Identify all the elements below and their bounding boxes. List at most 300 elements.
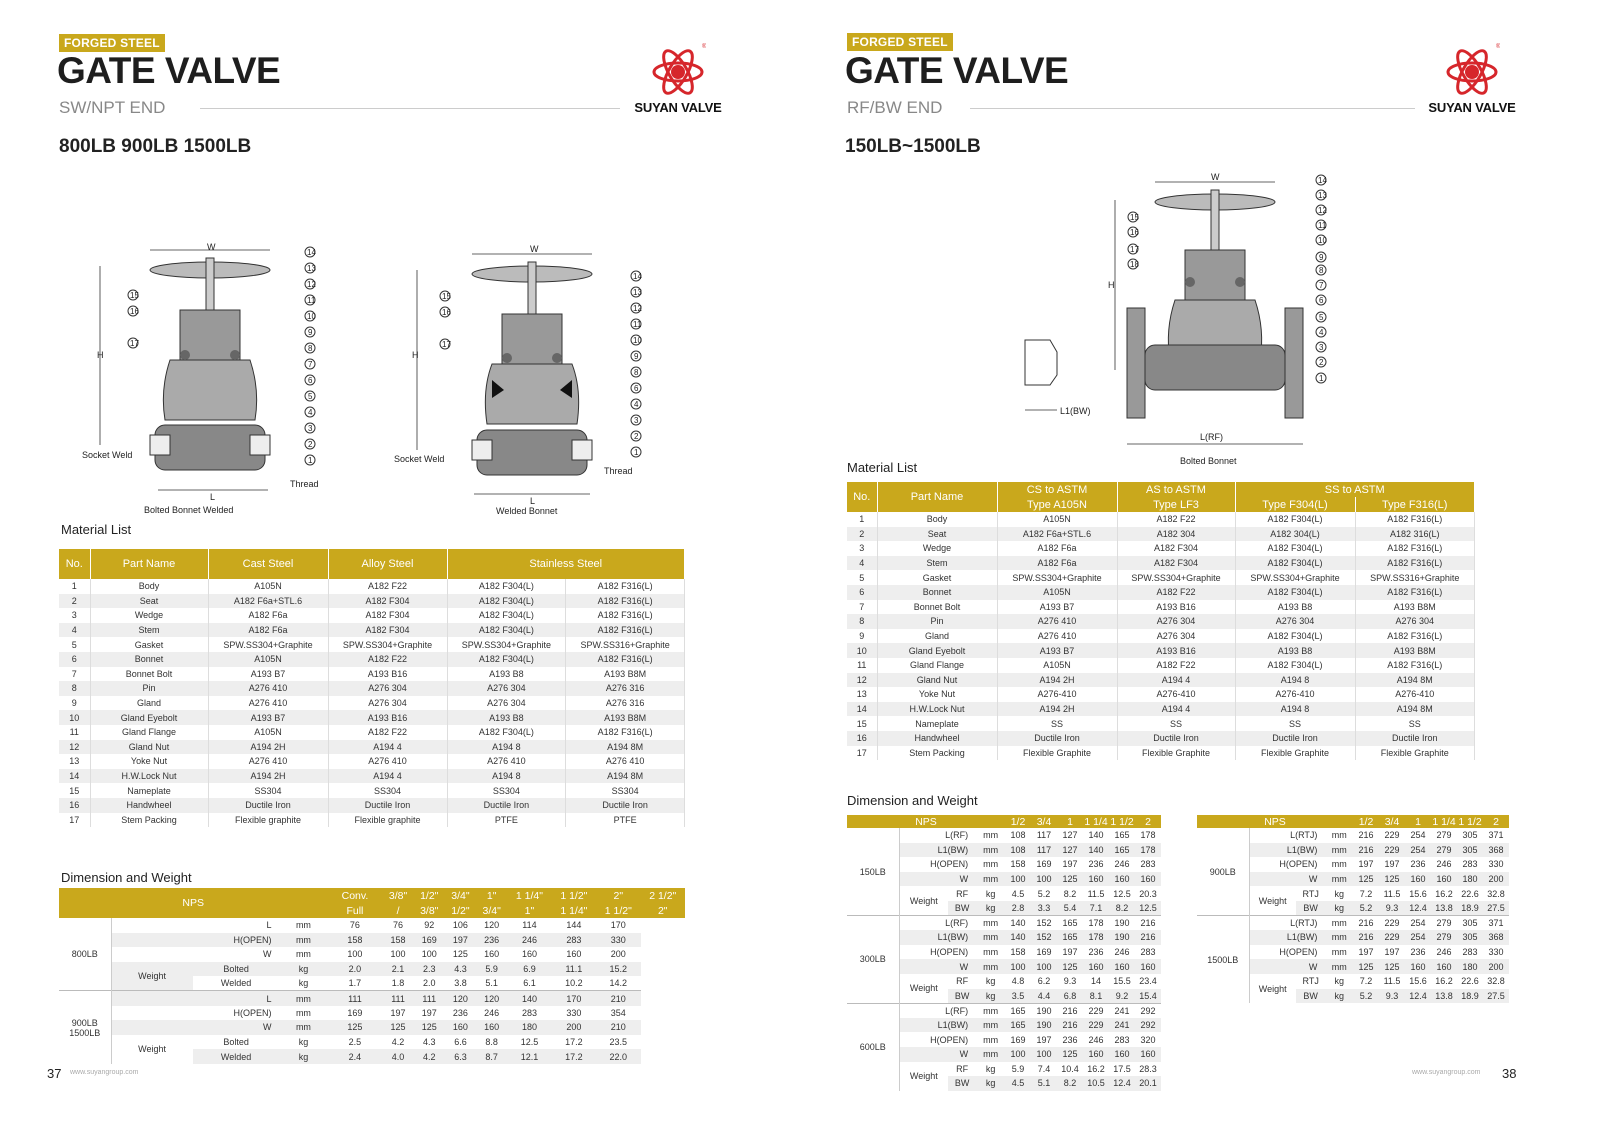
svg-text:4: 4 [634,400,639,409]
table-row [59,933,685,948]
svg-text:2: 2 [308,440,313,449]
table-cell: 216 [1135,916,1161,931]
category-tag: FORGED STEEL [847,33,953,51]
table-cell: kg [985,1063,996,1074]
table-cell: 158 [1010,859,1026,870]
table-cell: 216 [1057,1018,1083,1033]
conv-header: Conv. [327,888,382,903]
table-cell: A182 F22 [328,579,447,594]
table-cell: A182 F316(L) [1355,585,1475,600]
table-cell: PTFE [566,813,685,828]
table-cell: 158 [327,933,382,948]
valve-drawing-icon [1015,170,1345,470]
table-cell: 160 [1431,872,1457,887]
valve-drawing-welded-bonnet [392,240,652,520]
table-cell: 17 [847,746,877,761]
table-cell: A276 410 [997,614,1117,629]
table-cell: A276 410 [566,754,685,769]
table-cell: Ductile Iron [566,798,685,813]
table-cell: 283 [552,933,596,948]
table-cell: kg [279,962,327,977]
table-header-cell: 1 1/4 [1084,815,1108,828]
table-cell: Ductile Iron [1117,731,1235,746]
table-cell: 5.2 [1353,989,1379,1004]
table-cell: 354 [610,1007,626,1018]
table-cell: A193 B8M [566,667,685,682]
table-cell: 236 [1088,859,1104,870]
table-cell: 8.2 [1109,901,1135,916]
table-row [59,1035,685,1050]
table-cell: 120 [484,920,500,931]
table-cell: 229 [1379,916,1405,931]
table-row [847,916,1161,931]
nps-header: NPS [59,888,327,918]
table-cell: A193 B16 [328,710,447,725]
table-cell: 16.2 [1435,888,1453,899]
table-cell: 800LB [59,918,111,991]
table-cell: A182 F304(L) [447,608,566,623]
table-cell: L(RF) [899,916,976,931]
col-stainless-steel: Stainless Steel [447,549,685,579]
table-cell: 229 [1379,930,1405,945]
material-list-title: Material List [847,460,918,475]
table-cell: 254 [1405,930,1431,945]
table-cell: RF [956,1063,969,1074]
table-cell: 11.1 [552,962,596,977]
material-list-title: Material List [61,522,132,537]
table-cell: A194 8 [1235,673,1355,688]
table-cell: 8.2 [1057,1076,1083,1091]
table-cell: mm [1331,947,1347,958]
table-cell: 160 [566,949,582,960]
svg-text:13: 13 [633,288,642,297]
category-tag: FORGED STEEL [59,34,165,52]
table-cell: 5 [59,637,90,652]
table-cell: 216 [1353,843,1379,858]
table-cell: L(RF) [945,830,969,841]
table-cell: A194 8M [1355,702,1475,717]
table-cell: 7 [847,600,877,615]
atom-logo-icon [1444,42,1500,98]
table-cell: 165 [1005,1003,1031,1018]
table-cell: 160 [1109,1047,1135,1062]
table-row [847,687,1475,702]
table-cell: A182 F304(L) [1235,541,1355,556]
table-cell: 197 [1384,859,1400,870]
table-header-cell: 1 1/4" [507,888,551,903]
table-cell: A276-410 [1355,687,1475,702]
dimension-title: Dimension and Weight [61,870,192,885]
table-cell: 4 [59,623,90,638]
table-cell: 158 [1010,947,1026,958]
table-cell: A182 F304(L) [1235,658,1355,673]
table-cell: 190 [1109,930,1135,945]
length-bw-label: L1(BW) [1060,406,1091,416]
table-cell: 28.3 [1139,1063,1157,1074]
svg-text:10: 10 [1318,236,1327,245]
table-cell: W [262,949,272,960]
table-cell: 125 [1057,1047,1083,1062]
table-header-cell: / [382,903,413,918]
table-cell: A194 2H [997,702,1117,717]
table-cell: 9 [847,629,877,644]
table-cell: mm [279,991,327,1006]
table-cell: kg [298,978,309,989]
table-cell: 3 [59,608,90,623]
table-cell: Stem [877,556,997,571]
svg-text:2: 2 [634,432,639,441]
table-cell: SPW.SS304+Graphite [328,637,447,652]
svg-text:9: 9 [634,352,639,361]
table-cell: Flexible Graphite [1235,746,1355,761]
table-cell: 216 [1135,930,1161,945]
table-cell: A182 F304(L) [447,594,566,609]
svg-text:15: 15 [1130,213,1139,222]
table-cell: A194 4 [328,740,447,755]
col-cs-type: Type A105N [997,497,1117,512]
table-cell: 169 [1010,1034,1026,1045]
table-cell: 100 [1031,872,1057,887]
table-cell: 106 [452,920,468,931]
table-cell: 1.8 [391,978,405,989]
table-cell: A276 304 [328,681,447,696]
table-cell: Gland Eyebolt [877,643,997,658]
table-cell: 200 [1483,872,1509,887]
table-row [847,556,1475,571]
table-cell: mm [983,947,999,958]
table-cell: 27.5 [1483,901,1509,916]
table-cell: A276 304 [447,696,566,711]
table-cell: A193 B8 [1235,643,1355,658]
svg-text:8: 8 [308,344,313,353]
table-cell: Weight [1258,895,1287,906]
table-cell: A194 4 [1117,702,1235,717]
col-ss: SS to ASTM [1235,482,1475,497]
col-ss-type-1: Type F304(L) [1235,497,1355,512]
table-cell: 190 [1109,916,1135,931]
table-cell: BW [948,901,976,916]
table-cell: Welded [193,1049,280,1064]
svg-text:14: 14 [1318,176,1327,185]
svg-text:2: 2 [1319,358,1324,367]
table-header-cell: 3/4 [1379,815,1405,828]
table-cell: L(RTJ) [1249,916,1325,931]
table-cell: 216 [1358,830,1374,841]
table-cell: A182 F316(L) [1355,556,1475,571]
col-cast-steel: Cast Steel [208,549,328,579]
table-cell: Ductile Iron [1355,731,1475,746]
table-cell: 127 [1057,843,1083,858]
table-cell: 17.2 [552,1049,596,1064]
table-cell: 9 [59,696,90,711]
table-cell: Stem Packing [877,746,997,761]
svg-text:17: 17 [442,340,451,349]
table-cell: 330 [1488,947,1504,958]
table-cell: A182 F304 [1117,556,1235,571]
table-cell: 197 [445,933,476,948]
svg-text:12: 12 [1318,206,1327,215]
table-cell: L1(BW) [1249,843,1325,858]
table-cell: 11 [847,658,877,673]
table-cell: 100 [421,949,437,960]
table-cell: Weight [111,962,193,991]
table-cell: Body [877,512,997,527]
table-cell: 165 [1109,843,1135,858]
table-cell: 17 [59,813,90,828]
table-row [59,696,685,711]
table-cell: 12 [847,673,877,688]
table-cell: Bonnet Bolt [90,667,208,682]
table-cell: A193 B16 [328,667,447,682]
table-cell: 160 [476,1020,507,1035]
website: www.suyangroup.com [1412,1069,1481,1076]
col-no: No. [847,482,877,512]
table-cell: A182 F22 [1117,585,1235,600]
table-cell: BW [1296,901,1326,916]
table-cell: 27.5 [1483,989,1509,1004]
table-cell: W [899,959,976,974]
table-header-cell: 2 1/2" [641,888,685,903]
table-cell: A194 2H [997,673,1117,688]
table-cell: 4.3 [445,962,476,977]
table-cell: 5.9 [476,962,507,977]
table-row [59,769,685,784]
table-cell: 279 [1436,830,1452,841]
table-cell: Gasket [90,637,208,652]
table-cell: 5.2 [1353,901,1379,916]
table-cell: 10 [847,643,877,658]
table-cell: mm [1325,843,1353,858]
material-table [847,482,1475,760]
table-cell: L1(BW) [899,843,976,858]
table-cell: A182 F316(L) [566,652,685,667]
table-cell: A276-410 [1235,687,1355,702]
table-cell: 10 [59,710,90,725]
table-cell: 197 [1384,947,1400,958]
table-cell: H(OPEN) [1279,859,1318,870]
table-cell: 178 [1083,916,1109,931]
table-cell: 246 [1436,947,1452,958]
table-cell: 283 [1140,947,1156,958]
table-cell: Bonnet Bolt [877,600,997,615]
svg-text:3: 3 [308,424,313,433]
table-cell: Gland Flange [877,658,997,673]
table-cell: A194 2H [208,769,328,784]
table-header-cell: NPS [847,815,1005,828]
table-cell: L(RTJ) [1290,830,1318,841]
table-cell: A194 4 [328,769,447,784]
table-cell: 6.2 [1037,976,1051,987]
table-cell: 11.5 [1087,888,1105,899]
table-cell: 6 [847,585,877,600]
table-cell: 305 [1457,916,1483,931]
table-cell: A276-410 [997,687,1117,702]
table-cell: 9.3 [1379,989,1405,1004]
svg-text:16: 16 [1130,228,1139,237]
table-row [847,614,1475,629]
thread-label: Thread [604,466,633,476]
table-cell: 292 [1135,1003,1161,1018]
table-cell: 6.1 [523,978,536,989]
table-cell: mm [976,1018,1005,1033]
table-cell: A182 F316(L) [566,594,685,609]
table-cell: 900LB 1500LB [59,991,111,1064]
table-header-cell: 1/2" [414,888,445,903]
table-cell: SS [1355,716,1475,731]
col-as-type: Type LF3 [1117,497,1235,512]
table-cell: 292 [1135,1018,1161,1033]
table-cell: 229 [1384,830,1400,841]
table-cell: A193 B8M [1355,600,1475,615]
table-cell: 4.8 [1011,976,1025,987]
table-cell: 152 [1031,916,1057,931]
table-cell: 12.5 [1113,888,1131,899]
valve-drawing-bolted-bonnet [1015,170,1345,470]
table-cell: Wedge [90,608,208,623]
table-cell: 4.5 [1005,1076,1031,1091]
col-ss-type-2: Type F316(L) [1355,497,1475,512]
svg-text:®: ® [1496,44,1500,50]
table-cell: A105N [208,579,328,594]
svg-text:10: 10 [633,336,642,345]
table-header-cell: 1" [476,888,507,903]
table-cell: 15.2 [596,962,640,977]
table-cell: 15 [847,716,877,731]
table-cell: L [266,920,272,931]
table-cell: 140 [1005,916,1031,931]
table-cell: 283 [1462,859,1478,870]
svg-text:1: 1 [308,456,313,465]
width-label: W [530,244,539,254]
table-cell: A182 F6a [997,541,1117,556]
table-cell: 216 [1353,930,1379,945]
table-cell: Flexible graphite [328,813,447,828]
table-cell: 254 [1405,916,1431,931]
table-cell: 236 [1410,859,1426,870]
table-cell: 18.9 [1457,901,1483,916]
table-cell: Ductile Iron [328,798,447,813]
thread-label: Thread [290,479,319,489]
table-cell: 4.3 [422,1037,436,1048]
table-cell: Wedge [877,541,997,556]
table-cell: 15.6 [1409,976,1427,987]
table-cell: Gland [877,629,997,644]
table-cell: A182 F22 [1117,512,1235,527]
table-cell: BW [1296,989,1326,1004]
length-label: L [530,496,536,506]
table-cell: 125 [1379,959,1405,974]
col-as: AS to ASTM [1117,482,1235,497]
table-cell: 197 [1062,859,1078,870]
table-cell: 371 [1483,916,1509,931]
table-cell: 10.2 [565,978,583,989]
pressure-class: 150LB~1500LB [845,136,981,157]
table-cell: 6.6 [454,1037,467,1048]
table-header-cell: 1 1/4 [1432,815,1456,828]
table-cell: 305 [1462,830,1478,841]
table-cell: Pin [877,614,997,629]
table-cell: 160 [1109,959,1135,974]
table-cell: 2.4 [327,1049,382,1064]
table-cell: W [899,872,976,887]
table-cell: Gland Flange [90,725,208,740]
col-alloy-steel: Alloy Steel [328,549,447,579]
table-cell: mm [1325,959,1353,974]
table-row [59,667,685,682]
table-cell: A105N [997,658,1117,673]
table-cell: 144 [566,920,582,931]
table-cell: 283 [1114,1034,1130,1045]
valve-drawing-icon [392,240,652,520]
table-cell: RF [956,976,969,987]
table-header-cell: 1" [507,903,551,918]
table-cell: 11.5 [1383,888,1401,899]
svg-text:1: 1 [634,448,639,457]
height-label: H [412,350,419,360]
table-cell: H(OPEN) [930,947,969,958]
table-header-cell: 3/4" [445,888,476,903]
svg-text:16: 16 [442,308,451,317]
table-cell: Handwheel [90,798,208,813]
table-cell: A276 410 [997,629,1117,644]
table-cell: Weight [909,983,938,994]
table-header-cell: 2 [1135,815,1161,828]
svg-text:4: 4 [308,408,313,417]
svg-text:6: 6 [308,376,313,385]
table-cell: Seat [877,527,997,542]
table-cell: 140 [1083,843,1109,858]
page-subtitle: SW/NPT END [59,98,166,117]
table-cell: 178 [1083,930,1109,945]
table-cell: A193 B16 [1117,600,1235,615]
table-cell: 6.9 [507,962,551,977]
table-cell: 111 [382,991,413,1006]
svg-text:8: 8 [634,368,639,377]
table-cell: 1500LB [1197,916,1249,1004]
table-cell: 18.9 [1457,989,1483,1004]
brand-logo [628,42,728,122]
table-cell: 32.8 [1487,888,1505,899]
svg-text:15: 15 [442,292,451,301]
table-cell: 283 [1462,947,1478,958]
table-cell: 120 [445,991,476,1006]
table-row [847,673,1475,688]
table-row [59,608,685,623]
table-cell: W [1249,872,1325,887]
socket-weld-label: Socket Weld [394,454,445,464]
table-cell: 12.5 [1135,901,1161,916]
table-cell: 283 [1140,859,1156,870]
table-cell: Flexible Graphite [1117,746,1235,761]
table-row [59,918,685,933]
svg-text:17: 17 [130,339,139,348]
table-cell: 305 [1457,930,1483,945]
table-cell: 76 [349,920,360,931]
table-cell: 140 [507,991,551,1006]
table-cell: 170 [552,991,596,1006]
table-cell: 100 [1031,959,1057,974]
svg-text:11: 11 [307,296,316,305]
table-cell: 7.1 [1083,901,1109,916]
table-cell: 197 [1036,1034,1052,1045]
table-cell: 4.2 [391,1037,405,1048]
table-cell: 246 [507,933,551,948]
table-cell: mm [983,830,999,841]
table-cell: A193 B7 [997,643,1117,658]
table-cell: 13 [59,754,90,769]
table-row [847,600,1475,615]
table-cell: 165 [1057,916,1083,931]
